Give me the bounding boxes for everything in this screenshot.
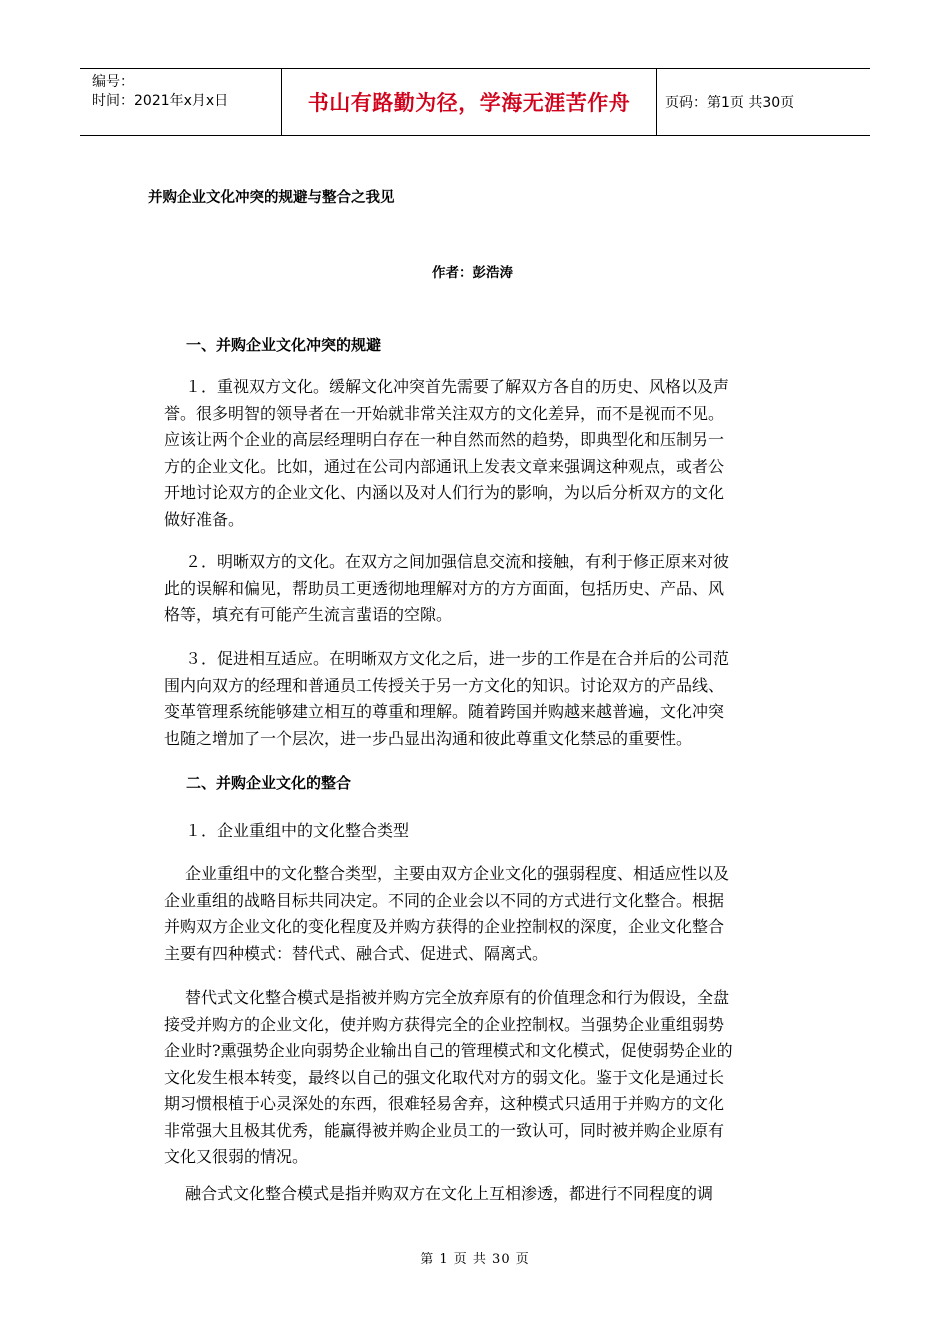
paragraph-line: 此的误解和偏见，帮助员工更透彻地理解对方的方方面面，包括历史、产品、风 [164,578,725,598]
paragraph-line: 也随之增加了一个层次，进一步凸显出沟通和彼此尊重文化禁忌的重要性。 [164,728,693,748]
paragraph-line: 文化发生根本转变，最终以自己的强文化取代对方的弱文化。鉴于文化是通过长 [164,1067,725,1087]
paragraph-line: 期习惯根植于心灵深处的东西，很难轻易舍弃，这种模式只适用于并购方的文化 [164,1094,725,1113]
paragraph-line: 文化又很弱的情况。 [164,1147,309,1166]
paragraph-line: 非常强大且极其优秀，能赢得被并购企业员工的一致认可，同时被并购企业原有 [164,1120,725,1140]
paragraph-1 [164,374,784,533]
paragraph-2 [164,549,784,629]
paragraph-line: 替代式文化整合模式是指被并购方完全放弃原有的价值理念和行为假设，全盘 [185,988,730,1007]
paragraph-3 [164,646,784,752]
page-footer: 第 1 页 共 30 页 [420,1252,530,1267]
paragraph-line: 变革管理系统能够建立相互的尊重和理解。随着跨国并购越来越普遍，文化冲突 [164,702,725,721]
header-page-info: 页码：第1页 共30页 [665,95,795,111]
document-title: 并购企业文化冲突的规避与整合之我见 [148,190,395,206]
header-meta-cell [80,69,282,135]
section-heading-2: 二、并购企业文化的整合 [186,774,352,792]
paragraph-line: 方的企业文化。比如，通过在公司内部通讯上发表文章来强调这种观点，或者公 [164,456,725,476]
paragraph-line: 做好准备。 [164,509,245,529]
paragraph-line: 企业重组的战略目标共同决定。不同的企业会以不同的方式进行文化整合。根据 [164,890,725,910]
paragraph-5 [164,985,784,1171]
paragraph-line: 应该让两个企业的高层经理明白存在一种自然而然的趋势，即典型化和压制另一 [164,430,725,449]
paragraph-line: 围内向双方的经理和普通员工传授关于另一方文化的知识。讨论双方的产品线、 [164,675,725,695]
paragraph-line: 主要有四种模式：替代式、融合式、促进式、隔离式。 [164,943,549,963]
paragraph-line: 开地讨论双方的企业文化、内涵以及对人们行为的影响，为以后分析双方的文化 [164,483,725,502]
header-motto: 书山有路勤为径，学海无涯苦作舟 [282,69,657,135]
document-header [80,68,870,136]
paragraph-line: ２．明晰双方的文化。在双方之间加强信息交流和接触，有利于修正原来对彼 [185,552,730,571]
paragraph-line: 誉。很多明智的领导者在一开始就非常关注双方的文化差异，而不是视而不见。 [164,403,725,423]
paragraph-line: 格等，填充有可能产生流言蜚语的空隙。 [164,605,453,624]
paragraph-line: 融合式文化整合模式是指并购双方在文化上互相渗透，都进行不同程度的调 [185,1184,714,1203]
section-heading-1: 一、并购企业文化冲突的规避 [186,336,382,354]
paragraph-line: 接受并购方的企业文化，使并购方获得完全的企业控制权。当强势企业重组弱势 [164,1014,725,1034]
number-label: 编号： [92,74,134,90]
time-label: 时间：2021年x月x日 [92,93,229,109]
document-author: 作者：彭浩涛 [432,265,513,281]
paragraph-line: 企业时?熏强势企业向弱势企业输出自己的管理模式和文化模式，促使弱势企业的 [164,1041,733,1060]
paragraph-6 [164,1181,784,1208]
paragraph-line: ３．促进相互适应。在明晰双方文化之后，进一步的工作是在合并后的公司范 [185,649,730,668]
paragraph-4 [164,861,784,967]
paragraph-line: 企业重组中的文化整合类型，主要由双方企业文化的强弱程度、相适应性以及 [185,864,730,883]
paragraph-line: １．重视双方文化。缓解文化冲突首先需要了解双方各自的历史、风格以及声 [185,377,730,396]
paragraph-line: 并购双方企业文化的变化程度及并购方获得的企业控制权的深度，企业文化整合 [164,917,725,936]
subsection-heading: １．企业重组中的文化整合类型 [185,821,410,840]
